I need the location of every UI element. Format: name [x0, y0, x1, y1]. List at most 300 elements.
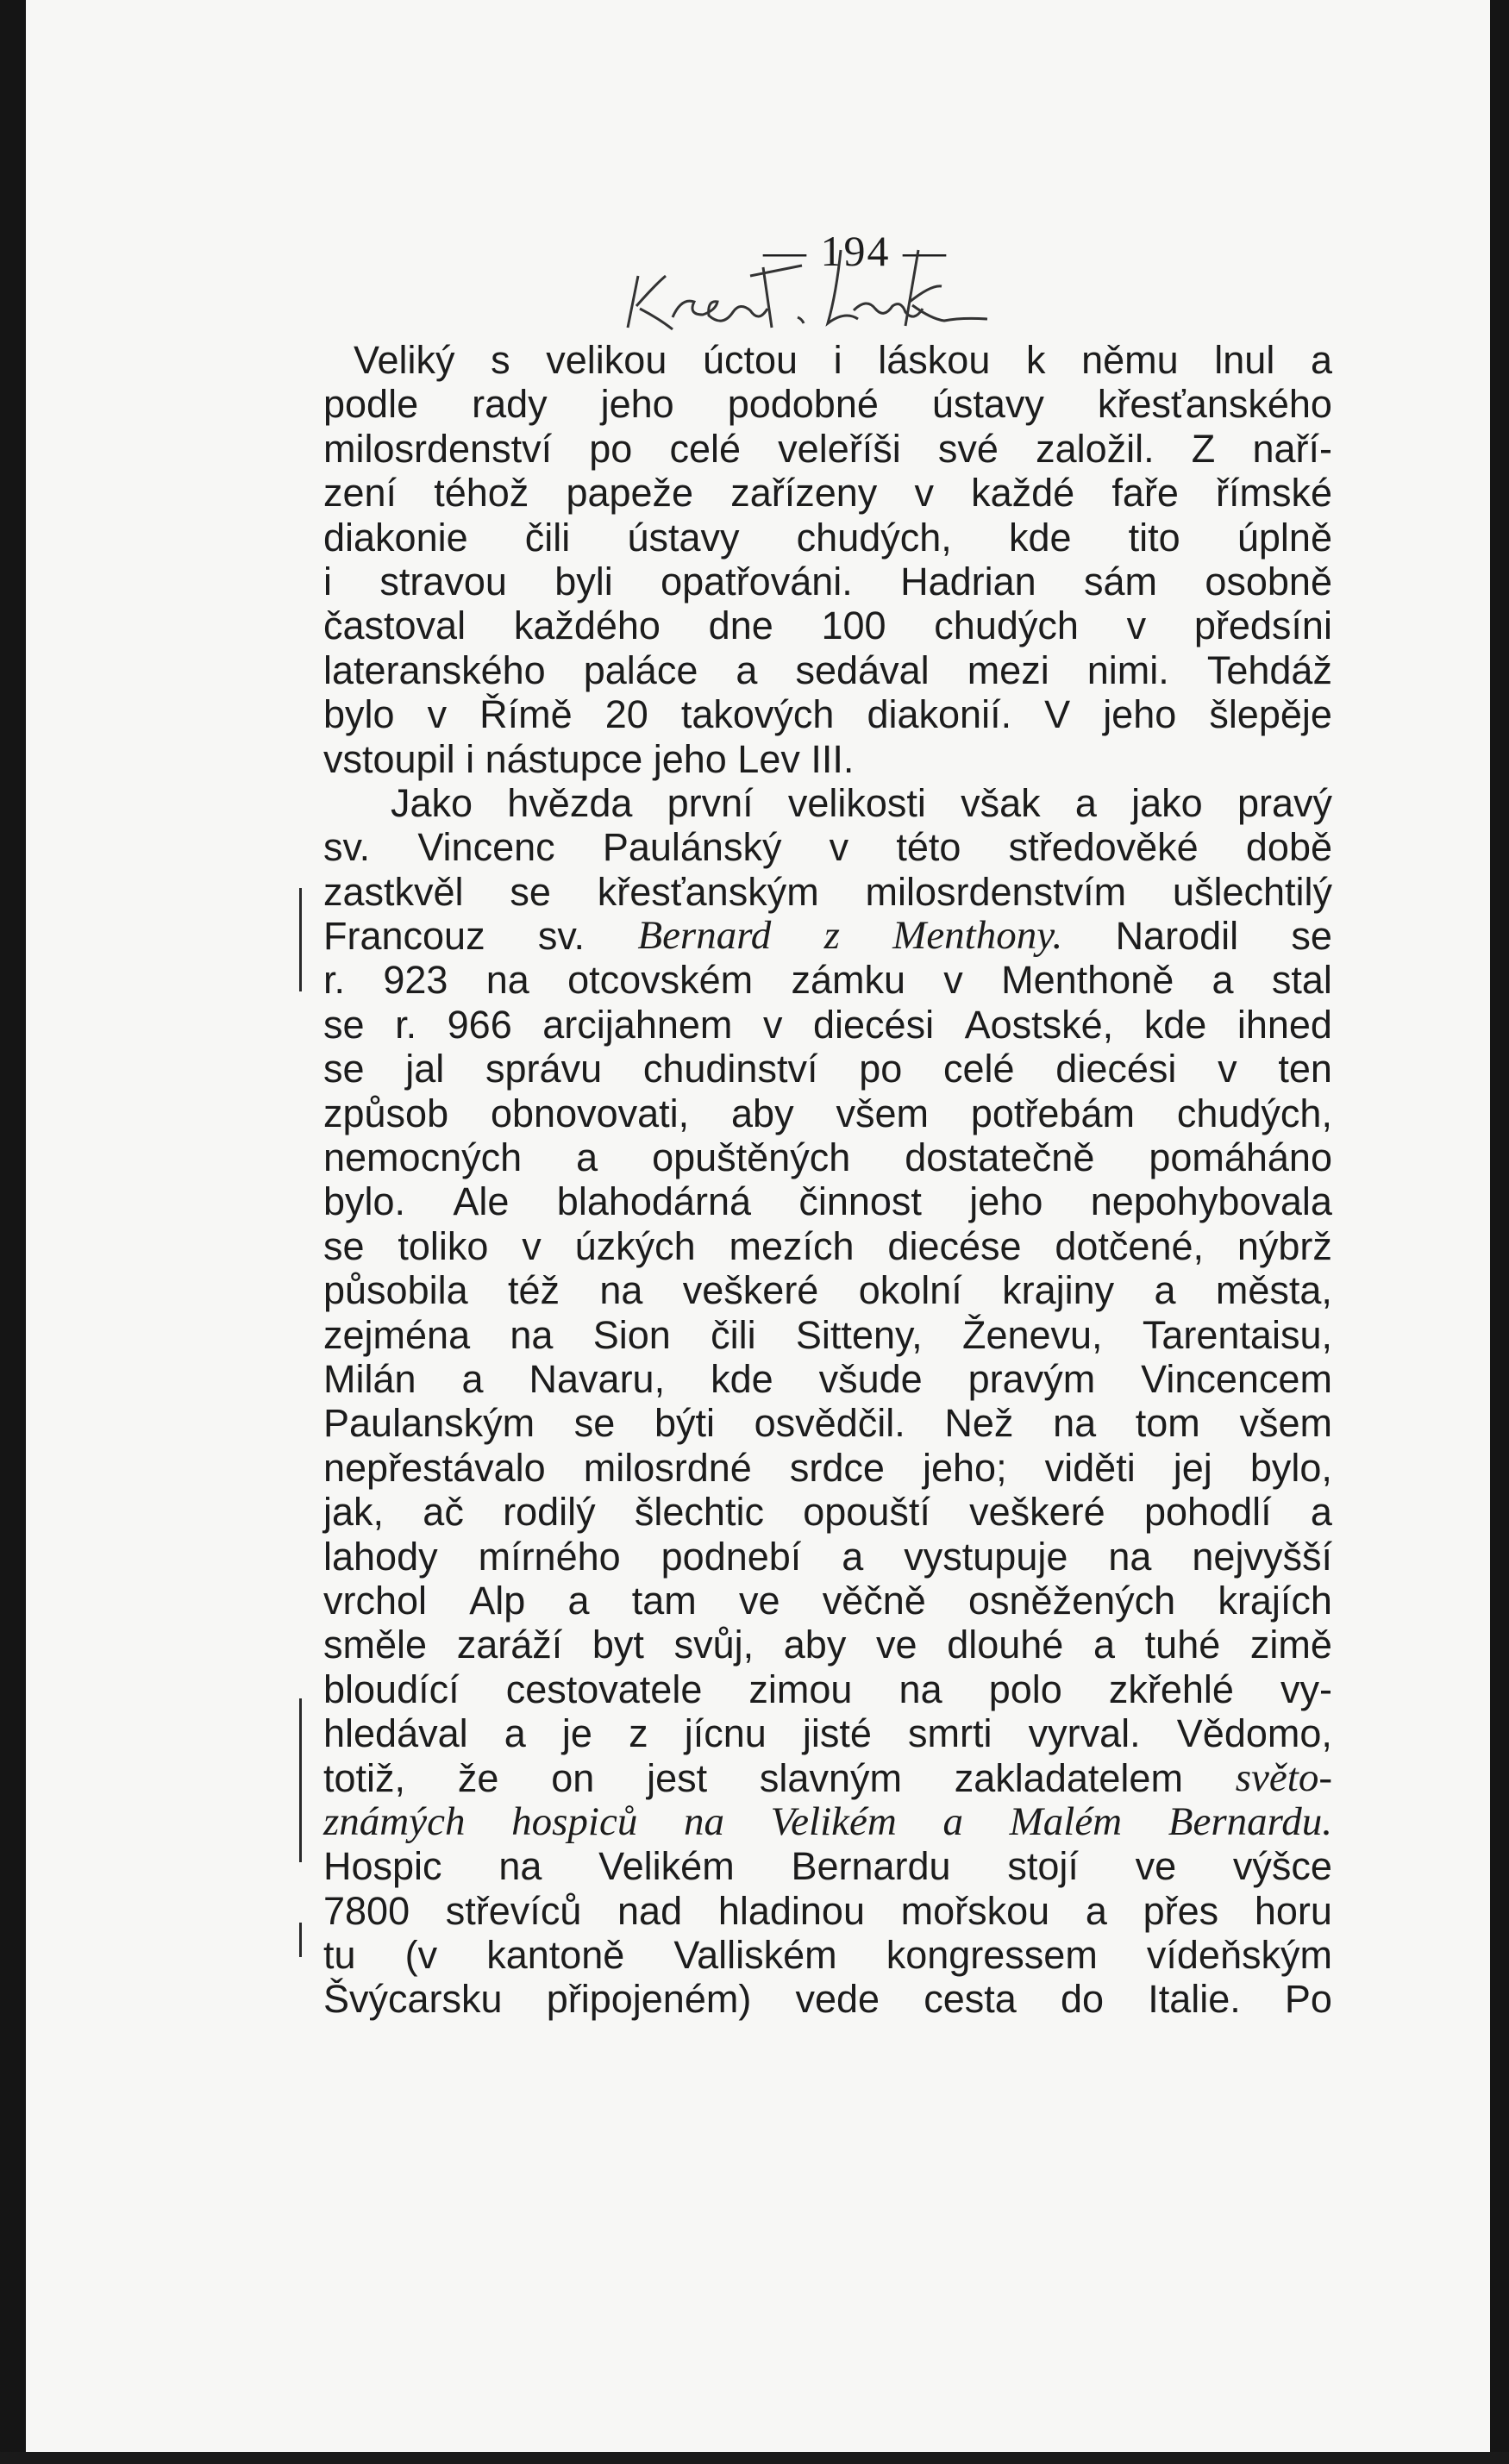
- word: potřebám: [970, 1091, 1135, 1135]
- word: Z: [1191, 426, 1216, 471]
- text-line: [323, 516, 1332, 560]
- word: Bernardu.: [1168, 1798, 1332, 1844]
- word: a: [1212, 958, 1234, 1003]
- word: sedával: [795, 647, 930, 692]
- word: Navaru,: [529, 1356, 666, 1401]
- word: byt: [592, 1623, 644, 1667]
- word: téhož: [434, 471, 529, 516]
- word: se: [323, 1047, 365, 1091]
- word: na: [498, 1844, 542, 1889]
- text-line: [323, 1357, 1332, 1401]
- word: nepřestávalo: [323, 1445, 546, 1490]
- word: Italie.: [1148, 1977, 1241, 2022]
- word: působila: [323, 1268, 468, 1313]
- word: mírného: [478, 1534, 621, 1579]
- word: v: [943, 958, 963, 1003]
- word: jeho: [600, 382, 674, 427]
- word: je: [561, 1711, 592, 1756]
- word: totiž,: [323, 1755, 406, 1800]
- text-line: [323, 1490, 1332, 1534]
- word: všem: [836, 1091, 929, 1135]
- word: sám: [1084, 559, 1158, 603]
- word: Ale: [453, 1179, 510, 1224]
- word: lahody: [323, 1534, 438, 1579]
- book-page: [26, 0, 1490, 2452]
- word: z: [629, 1711, 648, 1756]
- word: láskou: [878, 338, 991, 382]
- word: s: [491, 338, 510, 382]
- handwritten-annotation: [621, 216, 1000, 345]
- word: Tarentaisu,: [1142, 1312, 1332, 1357]
- text-line: [323, 560, 1332, 603]
- word: i: [323, 559, 332, 603]
- word: jeho;: [923, 1445, 1007, 1490]
- word: veleříši: [778, 426, 901, 471]
- word: tuhé: [1144, 1623, 1221, 1667]
- word: se: [323, 1002, 365, 1047]
- word: 7800: [323, 1888, 410, 1933]
- word: opatřováni.: [661, 559, 853, 603]
- word: krajích: [1218, 1578, 1332, 1623]
- word: v: [829, 825, 849, 870]
- word: pravý: [1237, 780, 1332, 825]
- word: a: [567, 1578, 590, 1623]
- word: lnul: [1214, 338, 1275, 382]
- word: tito: [1128, 515, 1180, 560]
- word: býti: [654, 1401, 715, 1446]
- word: jisté: [802, 1711, 872, 1756]
- word: nýbrž: [1237, 1223, 1332, 1268]
- word: ušlechtilý: [1172, 869, 1332, 914]
- word: lateranského: [323, 647, 546, 692]
- word: na: [599, 1268, 643, 1313]
- word: diecése: [887, 1223, 1022, 1268]
- word: všude: [818, 1356, 923, 1401]
- body-text: [323, 338, 1332, 2022]
- word: kantoně: [486, 1933, 625, 1978]
- word: Francouz: [323, 914, 485, 959]
- word: podle: [323, 382, 419, 427]
- word: tam: [631, 1578, 697, 1623]
- word: a: [1074, 780, 1097, 825]
- text-line: [323, 692, 1332, 736]
- scan-edge-left: [0, 0, 26, 2464]
- word: Hadrian: [900, 559, 1036, 603]
- word: jícnu: [684, 1711, 767, 1756]
- word: nimi.: [1086, 647, 1169, 692]
- word: stojí: [1007, 1844, 1079, 1889]
- word: bylo,: [1249, 1445, 1332, 1490]
- word: ač: [423, 1490, 464, 1535]
- word: svůj,: [673, 1623, 754, 1667]
- word: hladinou: [717, 1888, 865, 1933]
- word: sv.: [537, 914, 585, 959]
- text-line: [323, 1535, 1332, 1579]
- text-line: [323, 471, 1332, 515]
- word: čili: [524, 515, 571, 560]
- word: kongressem: [886, 1933, 1098, 1978]
- word: krajiny: [1002, 1268, 1115, 1313]
- word: osvědčil.: [754, 1401, 905, 1446]
- word: na: [1108, 1534, 1152, 1579]
- word: Valliském: [673, 1933, 837, 1978]
- word: diakonie: [323, 515, 468, 560]
- margin-mark: [299, 1923, 302, 1957]
- word: Hospic: [323, 1844, 442, 1889]
- text-line: [323, 1579, 1332, 1623]
- word: vrchol: [323, 1578, 428, 1623]
- word: arcijahnem: [542, 1002, 733, 1047]
- word: středověké: [1008, 825, 1199, 870]
- text-line: [323, 914, 1332, 958]
- text-line: [323, 1711, 1332, 1755]
- word: smrti: [908, 1711, 992, 1756]
- word: střevíců: [445, 1888, 582, 1933]
- word: úplně: [1237, 515, 1332, 560]
- word: šlechtic: [634, 1490, 764, 1535]
- word: hvězda: [507, 780, 633, 825]
- word: Narodil: [1115, 914, 1239, 959]
- word: Sion: [592, 1312, 671, 1357]
- word: Paulánský: [602, 825, 782, 870]
- word: i: [833, 338, 842, 382]
- word: velikosti: [787, 780, 926, 825]
- text-line: [323, 1268, 1332, 1312]
- word: sv.: [323, 825, 371, 870]
- word: cesta: [924, 1977, 1017, 2022]
- text-line: [323, 1889, 1332, 1933]
- word: směle: [323, 1623, 428, 1667]
- word: připojeném): [546, 1977, 752, 2022]
- word: naří-: [1252, 426, 1332, 471]
- word: první: [667, 780, 754, 825]
- word: opouští: [803, 1490, 930, 1535]
- word: slavným: [759, 1755, 902, 1800]
- text-line: [323, 1047, 1332, 1091]
- word: Ženevu,: [961, 1312, 1103, 1357]
- word: chudých,: [1176, 1091, 1332, 1135]
- word: stravou: [379, 559, 507, 603]
- word: Milán: [323, 1356, 416, 1401]
- word: (v: [404, 1933, 438, 1978]
- text-line: [323, 1401, 1332, 1445]
- word: zimou: [748, 1667, 853, 1711]
- word: úzkých: [574, 1223, 696, 1268]
- word: r.: [395, 1002, 417, 1047]
- word: ústavy: [627, 515, 740, 560]
- word: rady: [472, 382, 548, 427]
- word: Paulanským: [323, 1401, 535, 1446]
- word: do: [1060, 1977, 1105, 2022]
- word: ve: [1135, 1844, 1177, 1889]
- scan-edge-bottom: [0, 2452, 1509, 2464]
- word: zařízeny: [730, 471, 878, 516]
- text-line: [323, 1091, 1332, 1135]
- word: diecési: [1055, 1047, 1177, 1091]
- word: města,: [1215, 1268, 1332, 1313]
- word: mořskou: [900, 1888, 1050, 1933]
- word: dne: [708, 603, 773, 648]
- word: celé: [943, 1047, 1015, 1091]
- word: okolní: [858, 1268, 962, 1313]
- word: r.: [323, 958, 346, 1003]
- word: Malém: [1009, 1798, 1123, 1844]
- word: v: [762, 1002, 783, 1047]
- word: vídeňským: [1146, 1933, 1332, 1978]
- word: viděti: [1044, 1445, 1136, 1490]
- word: založil.: [1036, 426, 1155, 471]
- line-text: vstoupil i nástupce jeho Lev III.: [323, 736, 855, 781]
- word: hledával: [323, 1711, 468, 1756]
- word: stal: [1271, 958, 1332, 1003]
- word: diakonií.: [867, 692, 1012, 737]
- word: a: [576, 1135, 598, 1180]
- page-number: — 194 —: [763, 227, 948, 275]
- word: zkřehlé: [1108, 1667, 1234, 1711]
- word: jal: [405, 1047, 445, 1091]
- word: Velikém: [598, 1844, 735, 1889]
- word: takových: [680, 692, 835, 737]
- word: římské: [1216, 471, 1332, 516]
- word: blahodárná: [556, 1179, 751, 1224]
- word: vede: [795, 1977, 880, 2022]
- word: byli: [554, 559, 613, 603]
- word: vyrval.: [1028, 1711, 1141, 1756]
- text-line: [323, 1800, 1332, 1844]
- word: v: [1126, 603, 1147, 648]
- word: cestovatele: [505, 1667, 703, 1711]
- word: výšce: [1232, 1844, 1332, 1889]
- word: této: [896, 825, 961, 870]
- word: opuštěných: [652, 1135, 851, 1180]
- word: jeho: [969, 1179, 1043, 1224]
- word: dotčené,: [1055, 1223, 1205, 1268]
- word: nemocných: [323, 1135, 523, 1180]
- word: zakladatelem: [954, 1755, 1183, 1800]
- word: jest: [647, 1755, 708, 1800]
- word: a: [1093, 1623, 1116, 1667]
- word: Velikém: [770, 1798, 897, 1844]
- word: se: [323, 1223, 365, 1268]
- text-line: [323, 1135, 1332, 1179]
- word: Tehdáž: [1206, 647, 1332, 692]
- word: se: [1291, 914, 1332, 959]
- word: 100: [821, 603, 886, 648]
- word: své: [937, 426, 999, 471]
- word: a: [1085, 1888, 1107, 1933]
- word: a: [461, 1356, 484, 1401]
- word: podobné: [727, 382, 879, 427]
- word: na: [1053, 1401, 1097, 1446]
- word: jeho: [1103, 692, 1177, 737]
- word: a: [736, 647, 758, 692]
- word: se: [510, 869, 551, 914]
- word: známých: [323, 1798, 466, 1844]
- word: zení: [323, 471, 398, 516]
- word: celé: [669, 426, 742, 471]
- word: Než: [944, 1401, 1014, 1446]
- word: podnebí: [661, 1534, 802, 1579]
- word: z: [823, 913, 840, 959]
- word: ten: [1278, 1047, 1332, 1091]
- text-line: [323, 1179, 1332, 1223]
- word: osobně: [1205, 559, 1332, 603]
- word: a: [1310, 338, 1332, 382]
- word: v: [427, 692, 448, 737]
- word: Švýcarsku: [323, 1977, 503, 2022]
- word: faře: [1111, 471, 1179, 516]
- word: předsíni: [1193, 603, 1332, 648]
- word: zastkvěl: [323, 869, 464, 914]
- word: kde: [1008, 515, 1072, 560]
- word: čili: [711, 1312, 756, 1357]
- word: nepohybovala: [1090, 1179, 1332, 1224]
- text-line: [323, 958, 1332, 1002]
- text-line: [323, 1313, 1332, 1357]
- word: jako: [1131, 780, 1203, 825]
- word: pravým: [967, 1356, 1096, 1401]
- word: každého: [513, 603, 661, 648]
- word: milosrdenstvím: [865, 869, 1127, 914]
- word: on: [551, 1755, 595, 1800]
- word: křesťanského: [1097, 382, 1332, 427]
- margin-mark: [299, 888, 302, 991]
- word: vystupuje: [904, 1534, 1068, 1579]
- word: zejména: [323, 1312, 471, 1357]
- word: dostatečně: [905, 1135, 1095, 1180]
- word: zámku: [791, 958, 905, 1003]
- word: zaráží: [456, 1623, 563, 1667]
- word: otcovském: [567, 958, 754, 1003]
- word: Aostské,: [964, 1002, 1114, 1047]
- word: ve: [738, 1578, 780, 1623]
- word: papeže: [566, 471, 694, 516]
- word: Menthony.: [892, 913, 1063, 959]
- word: Alp: [469, 1578, 526, 1623]
- word: tu: [323, 1933, 356, 1978]
- text-line: [323, 825, 1332, 869]
- text-line: [323, 1224, 1332, 1268]
- word: ústavy: [931, 382, 1044, 427]
- word: 20: [604, 692, 648, 737]
- text-line: [323, 1446, 1332, 1490]
- text-line: [323, 1933, 1332, 1977]
- word: a: [1154, 1268, 1176, 1313]
- word: na: [899, 1667, 942, 1711]
- word: Římě: [479, 692, 573, 737]
- word: velikou: [546, 338, 667, 382]
- text-line: [323, 737, 1332, 781]
- word: ve: [876, 1623, 917, 1667]
- word: osněžených: [967, 1578, 1176, 1623]
- text-line: [323, 603, 1332, 647]
- word: Vincencem: [1141, 1356, 1332, 1401]
- text-line: [323, 338, 1332, 382]
- text-line: [323, 870, 1332, 914]
- word: na: [485, 958, 529, 1003]
- word: dlouhé: [947, 1623, 1064, 1667]
- word: mezích: [729, 1223, 855, 1268]
- word: a: [842, 1534, 864, 1579]
- margin-mark: [299, 1698, 302, 1862]
- word: jak,: [323, 1490, 385, 1535]
- word: Bernardu: [791, 1844, 951, 1889]
- text-line: [323, 781, 1332, 825]
- word: v: [522, 1223, 542, 1268]
- word: po: [589, 426, 633, 471]
- word: nad: [617, 1888, 683, 1933]
- word: aby: [731, 1091, 794, 1135]
- word: k: [1025, 338, 1046, 382]
- word: veškeré: [682, 1268, 819, 1313]
- word: tom: [1135, 1401, 1200, 1446]
- word: horu: [1254, 1888, 1332, 1933]
- word: všem: [1239, 1401, 1332, 1446]
- word: veškeré: [969, 1490, 1105, 1535]
- word: chudých: [934, 603, 1079, 648]
- word: milosrdné: [583, 1445, 752, 1490]
- word: však: [961, 780, 1041, 825]
- word: hospiců: [511, 1798, 638, 1844]
- word: v: [1218, 1047, 1237, 1091]
- word: Vincenc: [417, 825, 555, 870]
- word: obnovovati,: [490, 1091, 690, 1135]
- word: bloudící: [323, 1667, 460, 1711]
- word: způsob: [323, 1091, 449, 1135]
- text-line: [323, 1977, 1332, 2021]
- word: věčně: [822, 1578, 926, 1623]
- word: a: [1310, 1490, 1332, 1535]
- word: aby: [783, 1623, 847, 1667]
- word: na: [684, 1798, 724, 1844]
- word: pohodlí: [1143, 1490, 1272, 1535]
- word: Bernard: [637, 913, 772, 959]
- text-line: [323, 1667, 1332, 1711]
- word: úctou: [702, 338, 798, 382]
- word: polo: [988, 1667, 1062, 1711]
- word: chudinství: [642, 1047, 818, 1091]
- text-line: [323, 1844, 1332, 1888]
- word: a: [942, 1798, 963, 1844]
- word: bylo: [323, 692, 395, 737]
- word: zimě: [1249, 1623, 1332, 1667]
- scan-edge-right: [1490, 0, 1509, 2464]
- word: po: [859, 1047, 903, 1091]
- word: se: [573, 1401, 616, 1446]
- text-line: [323, 1003, 1332, 1047]
- word: rodilý: [503, 1490, 596, 1535]
- word: ihned: [1237, 1002, 1332, 1047]
- word: Vědomo,: [1176, 1711, 1332, 1756]
- word: v: [914, 471, 934, 516]
- word: též: [507, 1268, 560, 1313]
- word: V: [1044, 692, 1071, 737]
- word: častoval: [323, 603, 466, 648]
- word: chudých,: [796, 515, 952, 560]
- word: němu: [1081, 338, 1179, 382]
- word: Veliký: [354, 338, 455, 382]
- word: paláce: [583, 647, 698, 692]
- text-line: [323, 1756, 1332, 1800]
- word: Menthoně: [1001, 958, 1174, 1003]
- word: každé: [971, 471, 1075, 516]
- word: bylo.: [323, 1179, 406, 1224]
- word: správu: [485, 1047, 603, 1091]
- word: Jako: [391, 780, 473, 825]
- word: šlepěje: [1209, 692, 1332, 737]
- word: 966: [447, 1002, 512, 1047]
- word: toliko: [398, 1223, 489, 1268]
